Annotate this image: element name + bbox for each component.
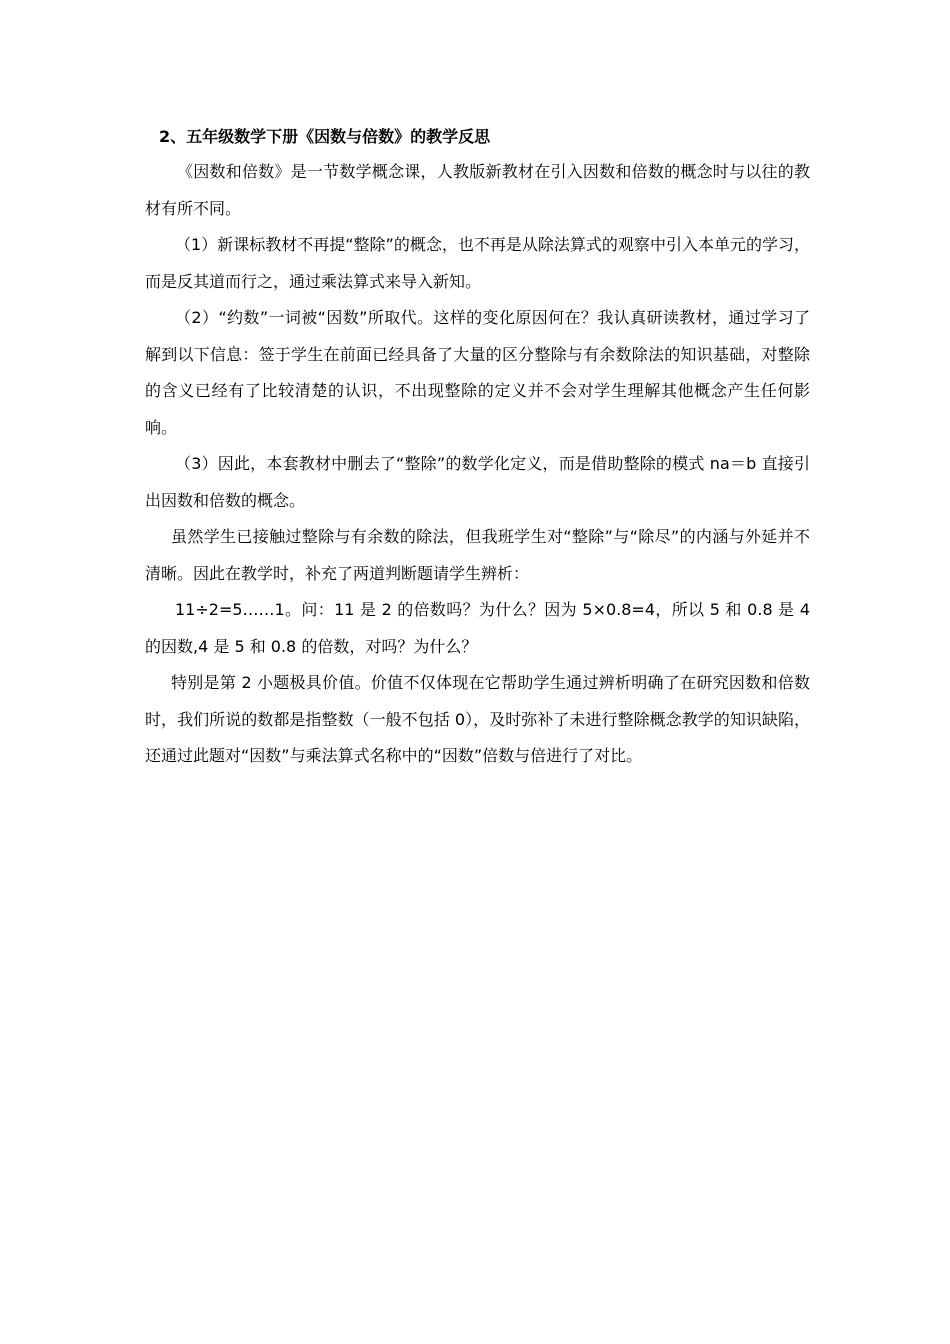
document-body	[145, 120, 810, 775]
paragraph-intro: 《因数和倍数》是一节数学概念课，人教版新教材在引入因数和倍数的概念时与以往的教材有所不同。	[145, 162, 810, 218]
paragraph-point-1: （1）新课标教材不再提“整除”的概念，也不再是从除法算式的观察中引入本单元的学习，而是反其道而行之，通过乘法算式来导入新知。	[145, 235, 810, 291]
paragraph-students: 虽然学生已接触过整除与有余数的除法，但我班学生对“整除”与“除尽”的内涵与外延并不清晰。因此在教学时，补充了两道判断题请学生辨析：	[145, 527, 810, 583]
document-title: 2、五年级数学下册《因数与倍数》的教学反思	[159, 127, 491, 146]
paragraph-questions: 11÷2=5……1。问：11 是 2 的倍数吗？为什么？因为 5×0.8=4，所以 5 和 0.8 是 4 的因数,4 是 5 和 0.8 的倍数，对吗？为什么？	[145, 600, 810, 656]
paragraph-point-3: （3）因此，本套教材中删去了“整除”的数学化定义，而是借助整除的模式 na＝b 直接引出因数和倍数的概念。	[145, 454, 810, 510]
paragraph-conclusion: 特别是第 2 小题极具价值。价值不仅体现在它帮助学生通过辨析明确了在研究因数和倍数时，我们所说的数都是指整数（一般不包括 0），及时弥补了未进行整除概念教学的知识缺陷，还通过此题对“因数”与乘法算式名称中的“因数”倍数与倍进行了对比。	[145, 673, 810, 765]
paragraph-point-2: （2）“约数”一词被“因数”所取代。这样的变化原因何在？我认真研读教材，通过学习了解到以下信息：签于学生在前面已经具备了大量的区分整除与有余数除法的知识基础，对整除的含义已经有了比较清楚的认识，不出现整除的定义并不会对学生理解其他概念产生任何影响。	[145, 308, 810, 437]
